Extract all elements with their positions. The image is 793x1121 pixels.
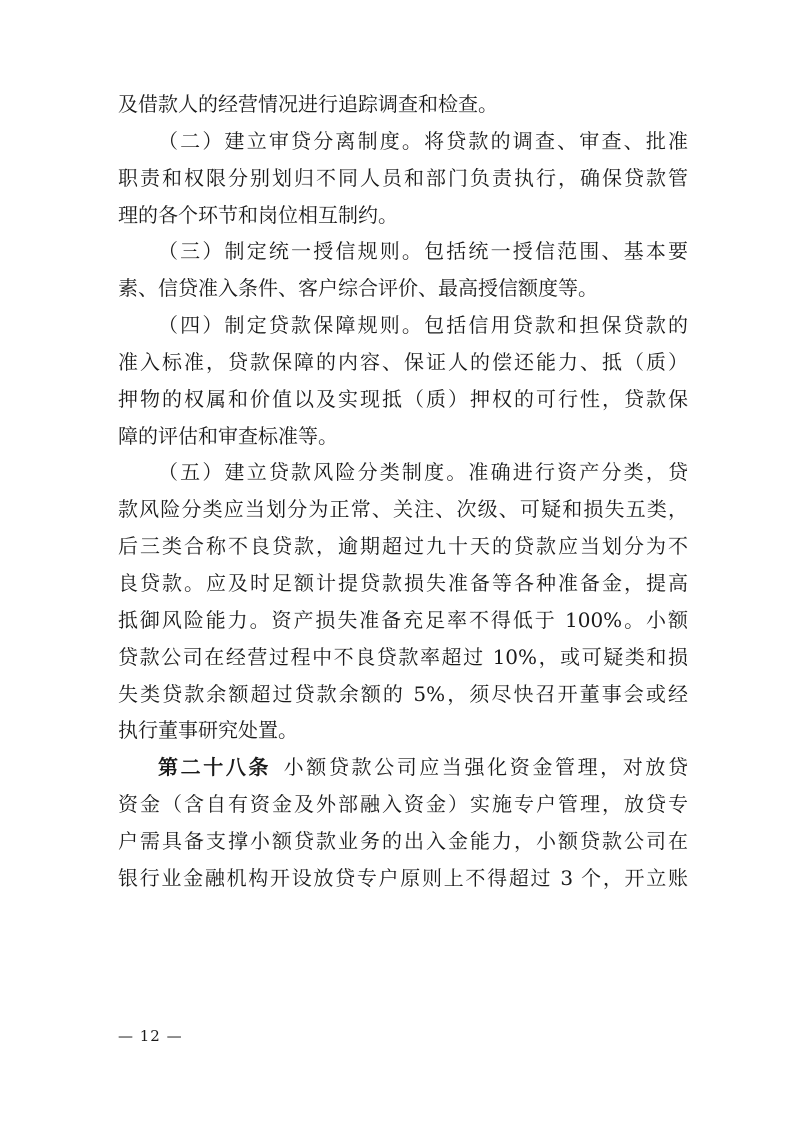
text-line: 抵御风险能力。资产损失准备充足率不得低于 100%。小额	[118, 607, 688, 632]
text-line: 失类贷款余额超过贷款余额的 5%，须尽快召开董事会或经	[118, 681, 688, 706]
text-line: 理的各个环节和岗位相互制约。	[118, 202, 398, 227]
text-line: 执行董事研究处置。	[118, 718, 298, 743]
text-line: 及借款人的经营情况进行追踪调查和检查。	[118, 92, 498, 116]
text-line: 押物的权属和价值以及实现抵（质）押权的可行性，贷款保	[118, 386, 688, 411]
text-line: 障的评估和审查标准等。	[118, 423, 338, 448]
text-line: （四）制定贷款保障规则。包括信用贷款和担保贷款的	[158, 313, 688, 338]
document-body	[118, 86, 688, 897]
text-line: （五）建立贷款风险分类制度。准确进行资产分类，贷	[158, 460, 688, 485]
text-line: 后三类合称不良贷款，逾期超过九十天的贷款应当划分为不	[118, 534, 688, 559]
text-line: 素、信贷准入条件、客户综合评价、最高授信额度等。	[118, 276, 598, 301]
text-line: 款风险分类应当划分为正常、关注、次级、可疑和损失五类，	[118, 497, 688, 522]
article-heading: 第二十八条	[158, 755, 272, 780]
text-line: 良贷款。应及时足额计提贷款损失准备等各种准备金，提高	[118, 570, 688, 595]
text-line: （三）制定统一授信规则。包括统一授信范围、基本要	[158, 239, 688, 264]
text-line: 职责和权限分别划归不同人员和部门负责执行，确保贷款管	[118, 165, 688, 190]
article-first-line-text: 小额贷款公司应当强化资金管理，对放贷	[281, 755, 689, 780]
text-line: 资金（含自有资金及外部融入资金）实施专户管理，放贷专	[118, 792, 688, 817]
article-first-line	[118, 749, 688, 786]
text-line: 贷款公司在经营过程中不良贷款率超过 10%，或可疑类和损	[118, 644, 688, 669]
text-line: 户需具备支撑小额贷款业务的出入金能力，小额贷款公司在	[118, 828, 688, 853]
page-number: — 12 —	[118, 1027, 183, 1045]
text-line: （二）建立审贷分离制度。将贷款的调查、审查、批准	[158, 128, 688, 153]
text-line: 银行业金融机构开设放贷专户原则上不得超过 3 个，开立账	[118, 865, 688, 890]
text-line: 准入标准，贷款保障的内容、保证人的偿还能力、抵（质）	[118, 349, 688, 374]
